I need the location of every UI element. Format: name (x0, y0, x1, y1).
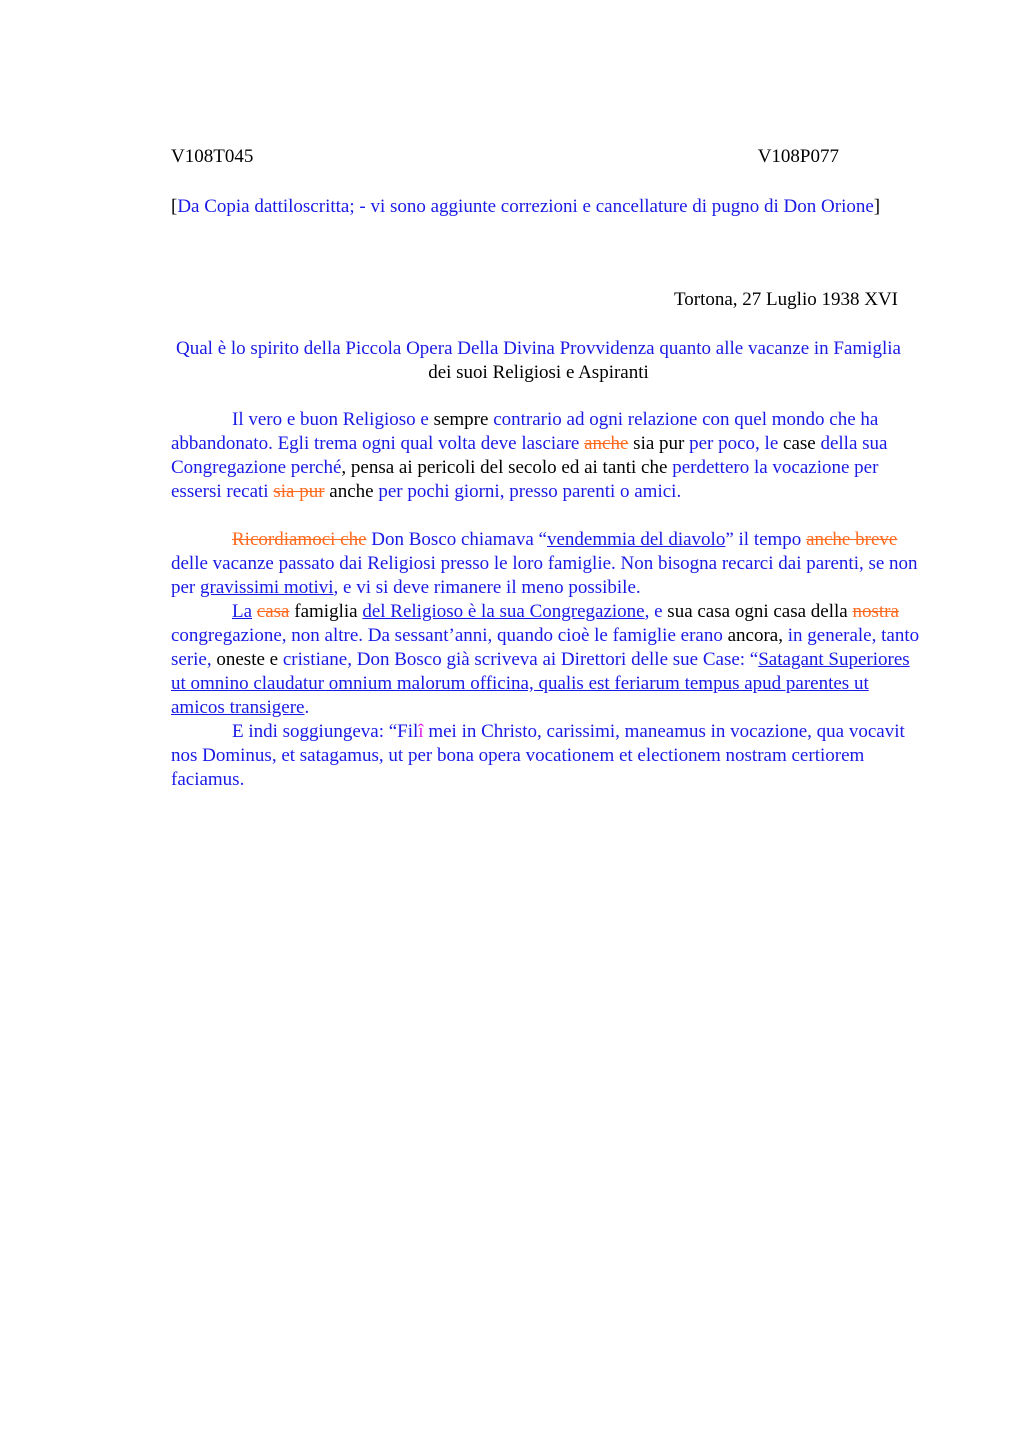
text-segment: , pensa ai pericoli del secolo ed ai tanti che (341, 457, 673, 478)
source-note-text: Da Copia dattiloscritta; - vi sono aggiunte correzioni e cancellature di pugno di Don Orione (177, 196, 874, 217)
deleted-text: nostra (852, 601, 899, 622)
text-segment: Il vero e buon Religioso e (232, 409, 429, 430)
text-segment: , e (644, 601, 663, 622)
text-segment: contrario ad ogni relazione con quel mondo che ha abbandonato. Egli trema ogni qual volta deve lasciare (171, 409, 879, 454)
document-title (171, 337, 906, 385)
text-segment: cristiane, Don Bosco già scriveva ai Direttori delle sue Case: “ (282, 649, 759, 670)
text-segment: perdettero la vocazione per essersi recati (171, 457, 879, 502)
paragraph-1 (171, 408, 921, 504)
highlighted-char: î (418, 721, 424, 742)
text-segment: sempre (428, 409, 494, 430)
document-codes (171, 146, 839, 170)
paragraph-4 (171, 720, 921, 792)
document-body (171, 408, 921, 792)
text-segment: ancora, (722, 625, 788, 646)
underlined-text: vendemmia del diavolo (546, 529, 726, 550)
dateline: Tortona, 27 Luglio 1938 XVI (673, 289, 898, 310)
text-segment: della sua Congregazione perché (171, 433, 888, 478)
text-segment: . (304, 697, 310, 718)
text-segment: mei in Christo, carissimi, maneamus in vocazione, qua vocavit nos Dominus, et satagamus, ut per bona opera vocationem et electionem nostram certiorem faciamus. (171, 721, 905, 790)
deleted-text: anche breve (806, 529, 898, 550)
title-part-1: Qual è lo spirito della Piccola Opera Della Divina Provvidenza quanto alle vacanze in Famiglia (176, 338, 901, 359)
text-segment: per poco, le (689, 433, 779, 454)
bracket-open: [ (171, 196, 178, 217)
text-segment: famiglia (289, 601, 363, 622)
text-segment: E indi soggiungeva: “Fil (232, 721, 419, 742)
paragraph-2 (171, 528, 921, 600)
text-segment: sia pur (628, 433, 690, 454)
deleted-text: anche (584, 433, 629, 454)
text-segment: anche (324, 481, 379, 502)
text-segment: sua casa ogni casa della (662, 601, 853, 622)
title-part-2: dei suoi Religiosi e Aspiranti (428, 362, 649, 383)
underlined-text: Satagant Superiores ut omnino claudatur omnium malorum officina, qualis est feriarum tempus apud parentes ut amicos transigere (171, 649, 910, 718)
deleted-text: sia pur (273, 481, 325, 502)
source-note (171, 195, 906, 219)
deleted-text: Ricordiamoci che (232, 529, 367, 550)
text-segment: ” il tempo (725, 529, 807, 550)
volume-code-right: V108P077 (757, 146, 839, 167)
bracket-close: ] (873, 196, 881, 217)
text-segment: in generale, tanto serie, (171, 625, 920, 670)
text-segment: congregazione, non altre. Da sessant’anni, quando cioè le famiglie erano (171, 625, 723, 646)
paragraph-3 (171, 600, 921, 720)
text-segment: Don Bosco chiamava “ (366, 529, 547, 550)
text-segment: delle vacanze passato dai Religiosi presso le loro famiglie. Non bisogna recarci dai parenti, se non per (171, 553, 918, 598)
volume-code-left: V108T045 (171, 146, 254, 167)
text-segment: case (778, 433, 821, 454)
underlined-text: gravissimi motivi (200, 577, 334, 598)
text-segment: per pochi giorni, presso parenti o amici. (378, 481, 682, 502)
deleted-text: casa (256, 601, 290, 622)
text-segment: , e vi si deve rimanere il meno possibile. (333, 577, 641, 598)
underlined-text: del Religioso è la sua Congregazione (362, 601, 645, 622)
underlined-text: La (232, 601, 253, 622)
text-segment: oneste e (211, 649, 283, 670)
